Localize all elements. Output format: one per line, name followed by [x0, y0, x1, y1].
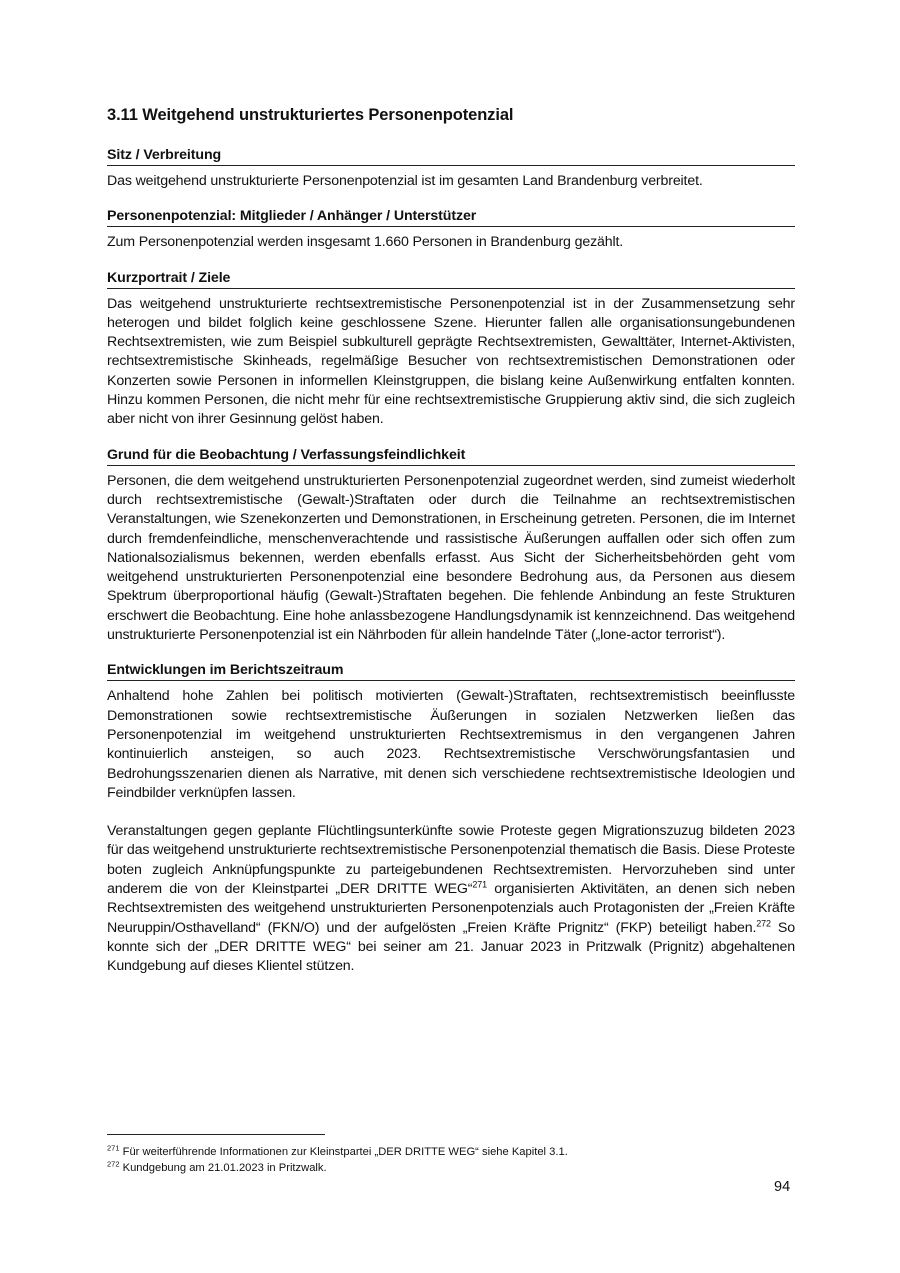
section-grund [107, 447, 795, 646]
personenpotenzial-heading: Personenpotenzial: Mitglieder / Anhänger / Unterstützer [107, 208, 795, 227]
footnote-number: 272 [107, 1159, 120, 1169]
footnote-ref-271[interactable]: 271 [472, 879, 487, 890]
page-content [107, 106, 795, 994]
entwicklungen-paragraph-2-part-3: So konnte sich der „DER DRITTE WEG“ bei seiner am 21. Januar 2023 in Pritzwalk (Prignitz) abgehaltenen Kundgebung auf dieses Klientel stützen. [107, 919, 795, 975]
grund-heading: Grund für die Beobachtung / Verfassungsfeindlichkeit [107, 447, 795, 466]
sitz-text: Das weitgehend unstrukturierte Personenpotenzial ist im gesamten Land Brandenburg verbreitet. [107, 173, 703, 189]
footnote-divider [107, 1134, 325, 1135]
entwicklungen-paragraph-1: Anhaltend hohe Zahlen bei politisch motivierten (Gewalt-)Straftaten, rechtsextremistisch beeinflusste Demonstrationen sowie rechtsextremistische Äußerungen in sozialen Netzwerken ließen das Personenpotenzial im weitgehend unstrukturierten Rechtsextremismus in den vergangenen Jahren kontinuierlich ansteigen, so auch 2023. Rechtsextremistische Verschwörungsfantasien und Bedrohungsszenarien dienen als Narrative, mit denen sich verschiedene rechtsextremistische Ideologien und Feindbilder verknüpfen lassen. [107, 688, 795, 801]
sitz-heading: Sitz / Verbreitung [107, 147, 795, 166]
entwicklungen-paragraph-2-part-2: organisierten Aktivitäten, an denen sich neben Rechtsextremisten des weitgehend unstrukturierten Personenpotenzials auch Protagonisten der „Freien Kräfte Neuruppin/Osthavelland“ (FKN/O) und der aufgelösten „Freien Kräfte Prignitz“ (FKP) beteiligt haben. [107, 881, 795, 936]
footnote-text: Für weiterführende Informationen zur Kleinstpartei „DER DRITTE WEG“ siehe Kapitel 3.1. [119, 1146, 568, 1158]
page-number: 94 [774, 1179, 791, 1195]
section-personenpotenzial [107, 208, 795, 252]
section-entwicklungen [107, 662, 795, 976]
section-sitz [107, 147, 795, 191]
grund-text: Personen, die dem weitgehend unstrukturierten Personenpotenzial zugeordnet werden, sind zumeist wiederholt durch rechtsextremistische (Gewalt-)Straftaten oder durch die Teilnahme an rechtsextremistischen Veranstaltungen, wie Szenekonzerten und Demonstrationen, in Erscheinung getreten. Personen, die im Internet durch fremdenfeindliche, menschenverachtende und rassistische Äußerungen auffallen oder sich offen zum Nationalsozialismus bekennen, werden ebenfalls erfasst. Aus Sicht der Sicherheitsbehörden geht vom weitgehend unstrukturierten Personenpotenzial eine besondere Bedrohung aus, da Personen aus diesem Spektrum überproportional häufig (Gewalt-)Straftaten begehen. Die fehlende Anbindung an feste Strukturen erschwert die Beobachtung. Eine hohe anlassbezogene Handlungsdynamik ist kennzeichnend. Das weitgehend unstrukturierte Personenpotenzial ist ein Nährboden für allein handelnde Täter („lone-actor terrorist“). [107, 472, 795, 644]
footnote-272 [107, 1160, 568, 1176]
section-title: 3.11 Weitgehend unstrukturiertes Personenpotenzial [107, 106, 514, 124]
personenpotenzial-text: Zum Personenpotenzial werden insgesamt 1.660 Personen in Brandenburg gezählt. [107, 234, 624, 251]
entwicklungen-heading: Entwicklungen im Berichtszeitraum [107, 662, 795, 681]
footnotes [107, 1144, 568, 1176]
footnote-number: 271 [107, 1143, 120, 1153]
entwicklungen-paragraph-2 [107, 822, 795, 976]
kurzportrait-text: Das weitgehend unstrukturierte rechtsextremistische Personenpotenzial ist in der Zusammensetzung sehr heterogen und bildet folglich keine geschlossene Szene. Hierunter fallen alle organisationsungebundenen Rechtsextremisten, wie zum Beispiel subkulturell geprägte Rechtsextremisten, Gewalttäter, Internet-Aktivisten, rechtsextremistische Skinheads, regelmäßige Besucher von rechtsextremistischen Demonstrationen oder Konzerten sowie Personen in informellen Kleinstgruppen, die bislang keine Außenwirkung entfalten konnten. Hinzu kommen Personen, die nicht mehr für eine rechtsextremistische Gruppierung aktiv sind, die sich zugleich aber nicht von ihrer Gesinnung gelöst haben. [107, 295, 795, 428]
kurzportrait-heading: Kurzportrait / Ziele [107, 270, 795, 289]
footnote-271 [107, 1144, 568, 1160]
footnote-text: Kundgebung am 21.01.2023 in Pritzwalk. [119, 1162, 327, 1174]
entwicklungen-paragraph-2-part-1: Veranstaltungen gegen geplante Flüchtlingsunterkünfte sowie Proteste gegen Migrationszuzug bildeten 2023 für das weitgehend unstrukturierte rechtsextremistische Personenpotenzial thematisch die Basis. Diese Proteste boten zugleich Anknüpfungspunkte zu parteigebundenen Rechtsextremisten. Hervorzuheben sind unter anderem die von der Kleinstpartei „DER DRITTE WEG“ [107, 823, 795, 898]
section-kurzportrait [107, 270, 795, 430]
footnote-ref-272[interactable]: 272 [756, 917, 771, 928]
